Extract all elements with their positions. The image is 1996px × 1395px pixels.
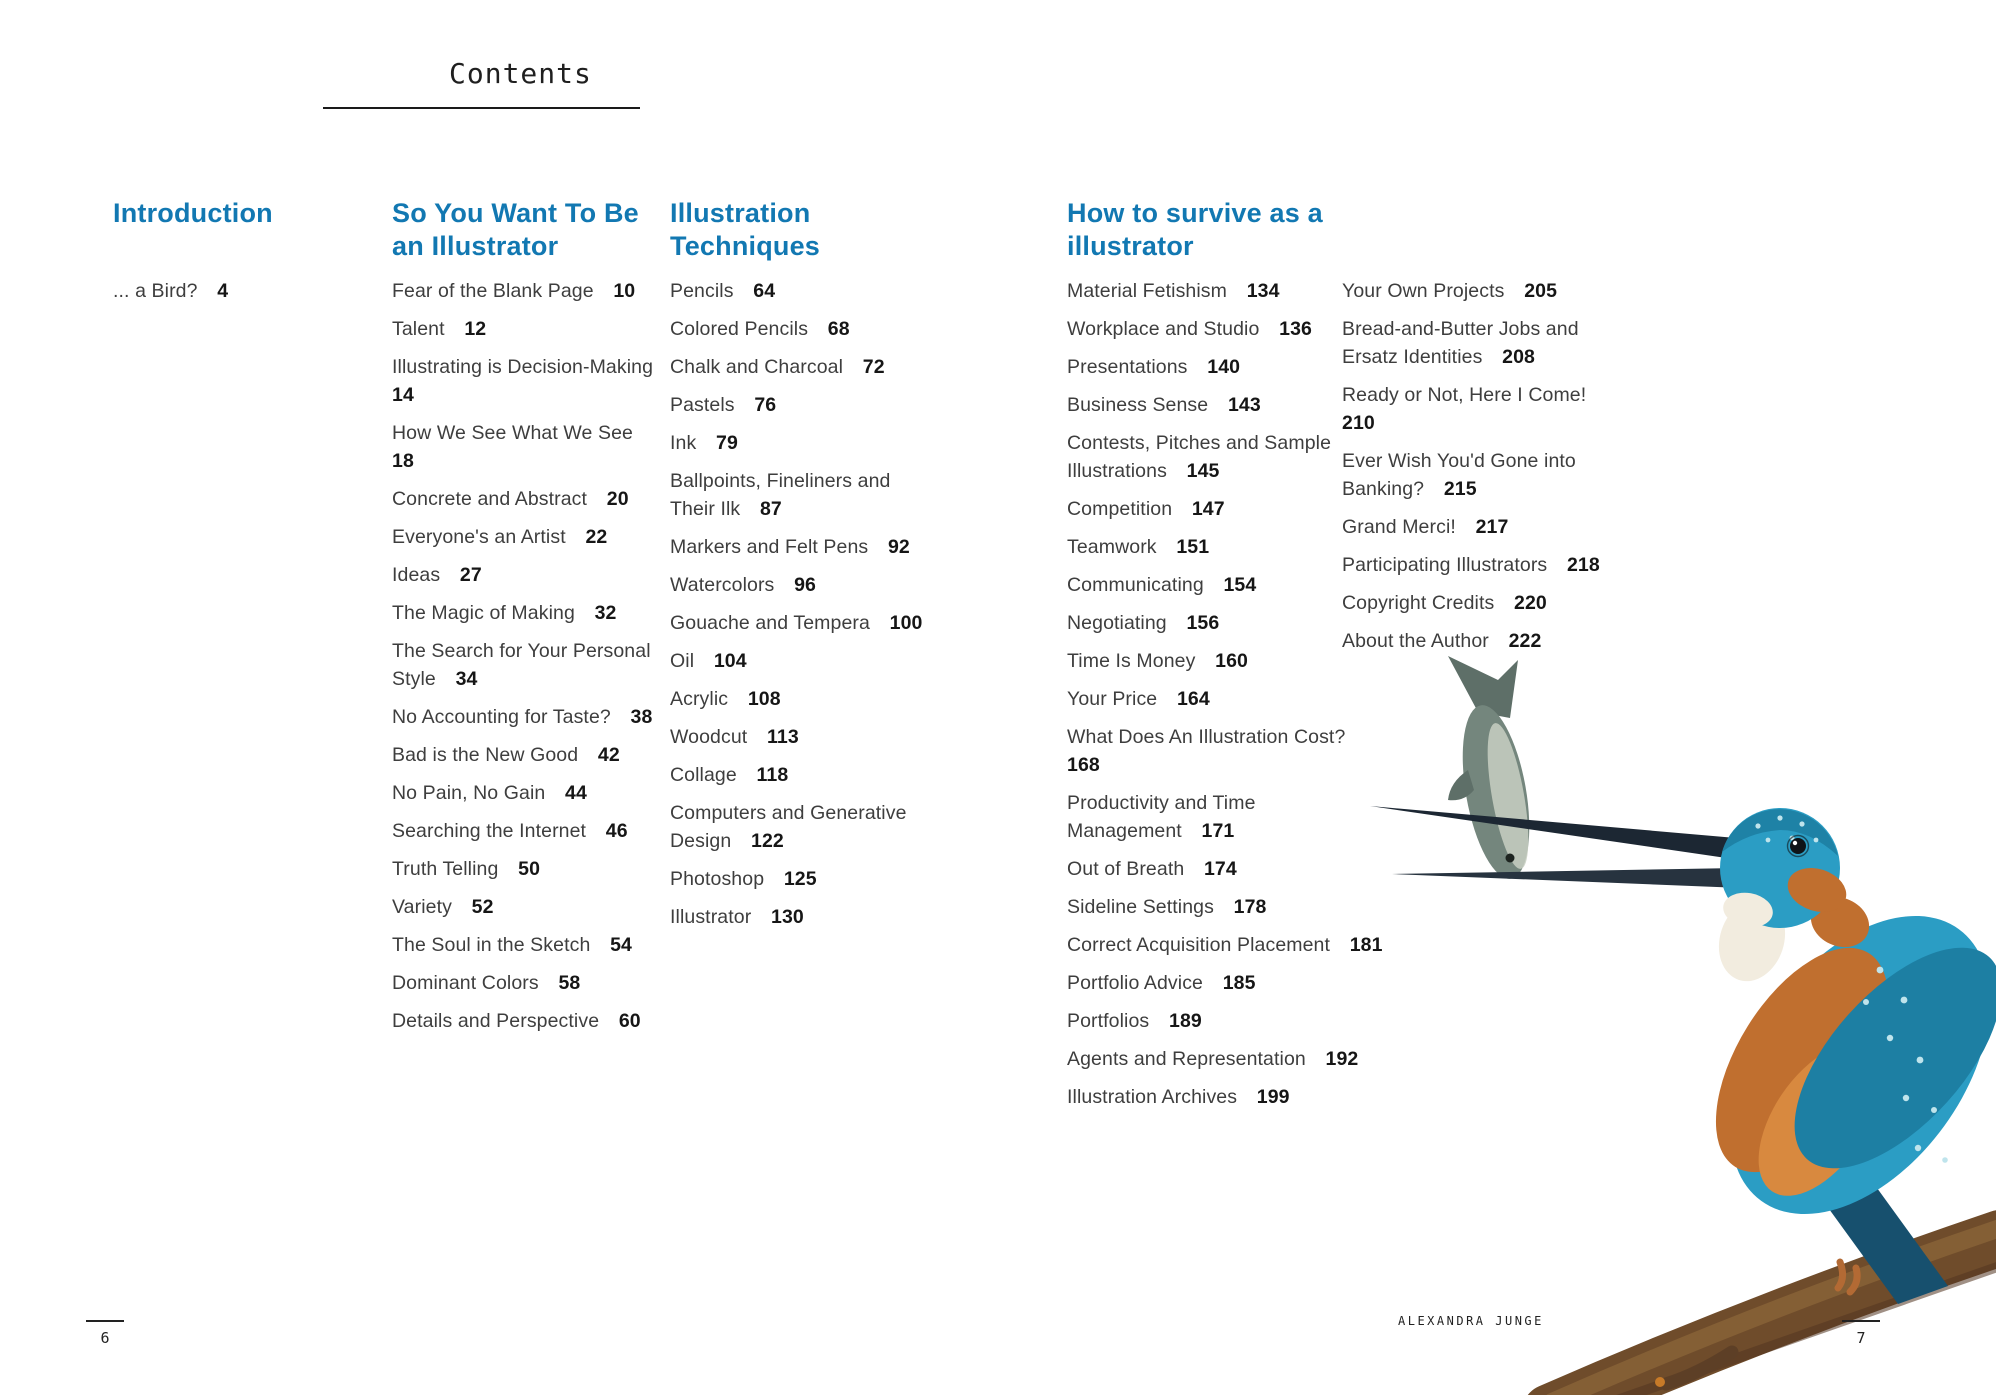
toc-page-number: 14 bbox=[392, 384, 414, 406]
toc-item: Competition 147 bbox=[1067, 498, 1225, 520]
toc-item: Negotiating 156 bbox=[1067, 612, 1220, 634]
toc-page-number: 87 bbox=[759, 498, 782, 520]
toc-item: Bread-and-Butter Jobs and Ersatz Identities 208 bbox=[1342, 318, 1579, 368]
toc-page-number: 18 bbox=[392, 450, 414, 472]
toc-page-number: 192 bbox=[1325, 1048, 1359, 1070]
toc-item: Out of Breath 174 bbox=[1067, 858, 1237, 880]
toc-item: Everyone's an Artist 22 bbox=[392, 526, 608, 548]
toc-page-number: 151 bbox=[1176, 536, 1210, 558]
toc-item: Pastels 76 bbox=[670, 394, 777, 416]
toc-page-number: 22 bbox=[585, 526, 608, 548]
toc-page-number: 100 bbox=[889, 612, 923, 634]
toc-item: Ideas 27 bbox=[392, 564, 482, 586]
toc-page-number: 168 bbox=[1067, 754, 1100, 776]
title-underline bbox=[323, 107, 640, 109]
toc-page-number: 32 bbox=[594, 602, 617, 624]
toc-item: Ever Wish You'd Gone into Banking? 215 bbox=[1342, 450, 1576, 500]
toc-item: No Accounting for Taste? 38 bbox=[392, 706, 653, 728]
toc-page-number: 96 bbox=[794, 574, 816, 596]
toc-item: Copyright Credits 220 bbox=[1342, 592, 1547, 614]
toc-item: Searching the Internet 46 bbox=[392, 820, 628, 842]
toc-page-number: 20 bbox=[606, 488, 629, 510]
toc-item: Business Sense 143 bbox=[1067, 394, 1261, 416]
toc-item: Photoshop 125 bbox=[670, 868, 817, 890]
toc-page-number: 147 bbox=[1191, 498, 1225, 520]
toc-item: Talent 12 bbox=[392, 318, 487, 340]
toc-page-number: 134 bbox=[1246, 280, 1280, 302]
section-items bbox=[392, 277, 660, 1035]
toc-item: ... a Bird? 4 bbox=[113, 280, 229, 302]
toc-item: Fear of the Blank Page 10 bbox=[392, 280, 636, 302]
toc-page-number: 79 bbox=[716, 432, 738, 454]
toc-item: Pencils 64 bbox=[670, 280, 776, 302]
toc-item: Illustrator 130 bbox=[670, 906, 804, 928]
toc-item: The Magic of Making 32 bbox=[392, 602, 617, 624]
toc-item: Details and Perspective 60 bbox=[392, 1010, 641, 1032]
toc-item: Ballpoints, Fineliners and Their Ilk 87 bbox=[670, 470, 891, 520]
toc-column-techniques bbox=[670, 197, 952, 941]
toc-item: Markers and Felt Pens 92 bbox=[670, 536, 910, 558]
section-heading: How to survive as a illustrator bbox=[1067, 198, 1323, 261]
page-title: Contents bbox=[449, 57, 592, 90]
toc-item: Contests, Pitches and Sample Illustrations 145 bbox=[1067, 432, 1332, 482]
toc-item: How We See What We See 18 bbox=[392, 422, 633, 472]
toc-item: Communicating 154 bbox=[1067, 574, 1257, 596]
toc-page-number: 140 bbox=[1207, 356, 1241, 378]
toc-page-number: 76 bbox=[754, 394, 777, 416]
bird-body bbox=[1677, 868, 1996, 1262]
toc-page-number: 4 bbox=[217, 280, 229, 302]
toc-page-number: 199 bbox=[1256, 1086, 1290, 1108]
toc-item: Presentations 140 bbox=[1067, 356, 1241, 378]
toc-page-number: 10 bbox=[613, 280, 636, 302]
toc-page-number: 210 bbox=[1342, 412, 1375, 434]
toc-page-number: 64 bbox=[753, 280, 776, 302]
toc-item: Teamwork 151 bbox=[1067, 536, 1210, 558]
section-heading: So You Want To Be an Illustrator bbox=[392, 198, 639, 261]
toc-page-number: 92 bbox=[887, 536, 910, 558]
toc-page-number: 38 bbox=[630, 706, 653, 728]
toc-page-number: 181 bbox=[1349, 934, 1383, 956]
section-items bbox=[113, 277, 373, 305]
section-items bbox=[670, 277, 952, 931]
toc-item: Grand Merci! 217 bbox=[1342, 516, 1509, 538]
toc-item: Dominant Colors 58 bbox=[392, 972, 581, 994]
bird-beak bbox=[1370, 806, 1742, 888]
toc-page-number: 12 bbox=[464, 318, 487, 340]
right-page-number: 7 bbox=[1842, 1320, 1880, 1347]
toc-item: Your Own Projects 205 bbox=[1342, 280, 1558, 302]
toc-page-number: 215 bbox=[1443, 478, 1477, 500]
kingfisher-illustration bbox=[1300, 640, 1996, 1395]
toc-item: Woodcut 113 bbox=[670, 726, 799, 748]
toc-item: Your Price 164 bbox=[1067, 688, 1210, 710]
toc-page-number: 189 bbox=[1169, 1010, 1202, 1032]
toc-item: Illustration Archives 199 bbox=[1067, 1086, 1290, 1108]
toc-item: Correct Acquisition Placement 181 bbox=[1067, 934, 1383, 956]
toc-item: Participating Illustrators 218 bbox=[1342, 554, 1600, 576]
toc-page-number: 205 bbox=[1524, 280, 1558, 302]
fish bbox=[1448, 656, 1541, 884]
toc-page-number: 52 bbox=[471, 896, 494, 918]
toc-page-number: 118 bbox=[756, 764, 789, 786]
toc-page-number: 42 bbox=[597, 744, 620, 766]
toc-page-number: 185 bbox=[1222, 972, 1256, 994]
toc-column-introduction bbox=[113, 197, 373, 315]
toc-item: Material Fetishism 134 bbox=[1067, 280, 1280, 302]
author-running-head: ALEXANDRA JUNGE bbox=[1398, 1314, 1544, 1328]
toc-item: Portfolio Advice 185 bbox=[1067, 972, 1256, 994]
toc-page-number: 218 bbox=[1566, 554, 1600, 576]
toc-item: Acrylic 108 bbox=[670, 688, 781, 710]
toc-item: Sideline Settings 178 bbox=[1067, 896, 1267, 918]
toc-page-number: 113 bbox=[767, 726, 799, 748]
section-heading: Introduction bbox=[113, 198, 273, 228]
toc-page-number: 68 bbox=[827, 318, 850, 340]
left-page-number: 6 bbox=[86, 1320, 124, 1347]
toc-item: About the Author 222 bbox=[1342, 630, 1542, 652]
toc-item: Ready or Not, Here I Come! 210 bbox=[1342, 384, 1587, 434]
toc-page-number: 104 bbox=[713, 650, 747, 672]
toc-item: The Search for Your Personal Style 34 bbox=[392, 640, 651, 690]
toc-item: Time Is Money 160 bbox=[1067, 650, 1248, 672]
toc-item: Colored Pencils 68 bbox=[670, 318, 850, 340]
toc-page-number: 208 bbox=[1502, 346, 1535, 368]
toc-page-number: 27 bbox=[459, 564, 482, 586]
toc-page-number: 222 bbox=[1508, 630, 1542, 652]
toc-item: What Does An Illustration Cost? 168 bbox=[1067, 726, 1346, 776]
toc-page-number: 50 bbox=[518, 858, 541, 880]
toc-page-number: 220 bbox=[1514, 592, 1547, 614]
toc-item: Ink 79 bbox=[670, 432, 738, 454]
toc-page-number: 178 bbox=[1233, 896, 1267, 918]
toc-page-number: 164 bbox=[1176, 688, 1210, 710]
toc-page-number: 136 bbox=[1279, 318, 1312, 340]
toc-page-number: 108 bbox=[747, 688, 781, 710]
toc-item: Truth Telling 50 bbox=[392, 858, 541, 880]
toc-item: Bad is the New Good 42 bbox=[392, 744, 620, 766]
toc-page-number: 60 bbox=[618, 1010, 641, 1032]
toc-item: Collage 118 bbox=[670, 764, 789, 786]
toc-item: Chalk and Charcoal 72 bbox=[670, 356, 885, 378]
toc-page-number: 154 bbox=[1223, 574, 1257, 596]
toc-page-number: 46 bbox=[605, 820, 628, 842]
toc-item: Illustrating is Decision-Making 14 bbox=[392, 356, 654, 406]
contents-header bbox=[323, 58, 640, 109]
toc-page-number: 160 bbox=[1215, 650, 1248, 672]
toc-item: Concrete and Abstract 20 bbox=[392, 488, 629, 510]
toc-item: The Soul in the Sketch 54 bbox=[392, 934, 632, 956]
section-items bbox=[1342, 277, 1642, 655]
toc-page-number: 72 bbox=[862, 356, 885, 378]
toc-item: Gouache and Tempera 100 bbox=[670, 612, 923, 634]
toc-item: Productivity and Time Management 171 bbox=[1067, 792, 1256, 842]
toc-page-number: 143 bbox=[1227, 394, 1261, 416]
toc-page-number: 122 bbox=[751, 830, 784, 852]
toc-page-number: 174 bbox=[1203, 858, 1237, 880]
toc-item: Agents and Representation 192 bbox=[1067, 1048, 1359, 1070]
toc-page-number: 58 bbox=[558, 972, 581, 994]
toc-page-number: 54 bbox=[610, 934, 632, 956]
toc-page-number: 145 bbox=[1186, 460, 1220, 482]
toc-page-number: 44 bbox=[565, 782, 587, 804]
toc-column-survive-continued bbox=[1342, 197, 1642, 665]
toc-item: Oil 104 bbox=[670, 650, 747, 672]
toc-page-number: 171 bbox=[1201, 820, 1235, 842]
toc-page-number: 156 bbox=[1186, 612, 1220, 634]
toc-item: Variety 52 bbox=[392, 896, 494, 918]
toc-column-so-you-want bbox=[392, 197, 660, 1045]
toc-page-number: 125 bbox=[783, 868, 817, 890]
toc-page-number: 217 bbox=[1475, 516, 1509, 538]
branch bbox=[1550, 1228, 1996, 1395]
toc-page-number: 130 bbox=[771, 906, 804, 928]
toc-item: Computers and Generative Design 122 bbox=[670, 802, 907, 852]
toc-item: No Pain, No Gain 44 bbox=[392, 782, 587, 804]
toc-item: Watercolors 96 bbox=[670, 574, 816, 596]
toc-page-number: 34 bbox=[455, 668, 478, 690]
section-heading: Illustration Techniques bbox=[670, 198, 821, 261]
toc-item: Portfolios 189 bbox=[1067, 1010, 1202, 1032]
toc-item: Workplace and Studio 136 bbox=[1067, 318, 1312, 340]
